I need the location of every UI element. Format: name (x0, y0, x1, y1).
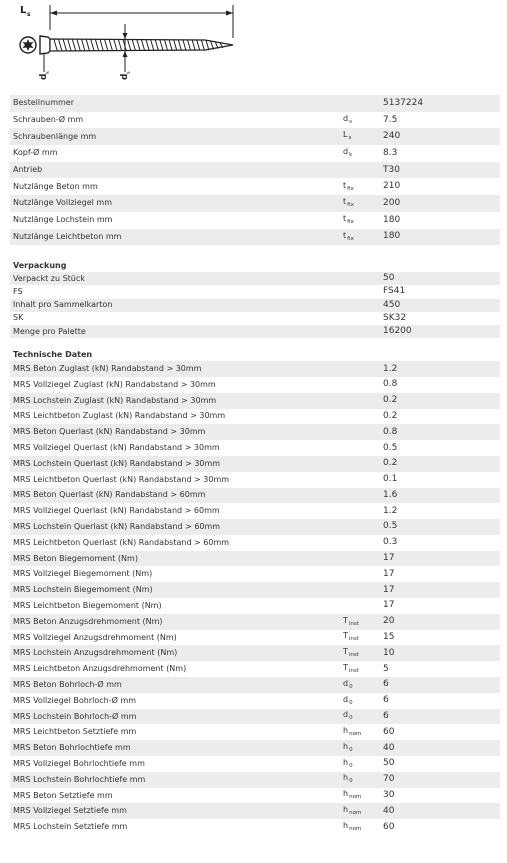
row-value: T30 (383, 164, 400, 175)
table-row (10, 709, 500, 725)
row-symbol (343, 759, 383, 770)
row-symbol (343, 198, 383, 209)
row-value: 20 (383, 616, 395, 627)
row-value: 0.2 (383, 410, 398, 421)
row-value: 0.5 (383, 442, 398, 453)
row-value: 0.8 (383, 379, 398, 390)
symbol-letter: t (343, 180, 347, 190)
row-label: MRS Lochstein Querlast (kN) Randabstand > 60mm (13, 522, 221, 531)
technical-section (10, 348, 500, 361)
row-label: MRS Lochstein Zuglast (kN) Randabstand > 30mm (13, 396, 217, 405)
row-value: 60 (383, 821, 395, 832)
table-row (10, 756, 500, 772)
symbol-letter: t (343, 230, 347, 240)
row-value: 17 (383, 568, 395, 579)
table-row (10, 229, 500, 246)
row-symbol (343, 215, 383, 226)
row-symbol (343, 232, 383, 243)
symbol-letter: h (343, 741, 349, 751)
row-symbol (343, 522, 383, 533)
table-row (10, 145, 500, 162)
row-label: Nutzlänge Leichtbeton mm (13, 232, 122, 241)
symbol-subscript: 0 (349, 699, 353, 706)
row-symbol (343, 664, 383, 675)
table-row (10, 95, 500, 112)
row-symbol (343, 648, 383, 659)
row-symbol (343, 601, 383, 612)
row-label: Nutzlänge Beton mm (13, 182, 98, 191)
symbol-subscript: inst (348, 620, 359, 627)
symbol-subscript: nom (349, 731, 362, 738)
head-diameter-label: d (39, 73, 49, 80)
row-symbol (343, 165, 383, 176)
row-symbol (343, 98, 383, 109)
row-symbol (343, 680, 383, 691)
table-row (10, 551, 500, 567)
row-value: 40 (383, 805, 395, 816)
table-row (10, 472, 500, 488)
row-value: 5137224 (383, 97, 424, 108)
row-label: MRS Leichtbeton Zuglast (kN) Randabstand > 30mm (13, 412, 226, 421)
table-row (10, 299, 500, 312)
row-value: 0.2 (383, 395, 398, 406)
row-value: 180 (383, 231, 401, 242)
symbol-subscript: inst (348, 636, 359, 643)
table-row (10, 598, 500, 614)
row-value: 10 (383, 647, 395, 658)
symbol-letter: t (343, 213, 347, 223)
row-value: 40 (383, 742, 395, 753)
row-symbol (343, 806, 383, 817)
row-label: Verpackt zu Stück (13, 274, 85, 283)
symbol-subscript: fix (347, 218, 354, 225)
table-row (10, 393, 500, 409)
row-label: MRS Vollziegel Anzugsdrehmoment (Nm) (13, 633, 177, 642)
packaging-section (10, 259, 500, 272)
row-value: 6 (383, 679, 389, 690)
table-row (10, 630, 500, 646)
symbol-letter: h (343, 773, 349, 783)
symbol-subscript: s (348, 135, 352, 142)
row-label: MRS Lochstein Bohrlochtiefe mm (13, 775, 146, 784)
row-label: MRS Vollziegel Querlast (kN) Randabstand > 30mm (13, 444, 220, 452)
symbol-letter: d (343, 147, 349, 157)
symbol-letter: h (343, 805, 349, 815)
row-value: SK32 (383, 312, 407, 323)
row-label: MRS Lochstein Setztiefe mm (13, 823, 128, 832)
row-symbol (343, 474, 383, 485)
table-row (10, 272, 500, 285)
row-symbol (343, 538, 383, 549)
row-value: 1.6 (383, 489, 398, 500)
row-label: Schraubenlänge mm (13, 132, 97, 141)
table-row (10, 693, 500, 709)
table-row (10, 724, 500, 740)
row-label: MRS Leichtbeton Anzugsdrehmoment (Nm) (13, 665, 187, 674)
row-value: 30 (383, 790, 395, 801)
table-row (10, 424, 500, 440)
specs-table (10, 95, 500, 245)
row-label: Kopf-Ø mm (13, 149, 58, 158)
row-symbol (343, 727, 383, 738)
row-label: MRS Lochstein Anzugsdrehmoment (Nm) (13, 649, 178, 658)
row-label: MRS Leichtbeton Querlast (kN) Randabstand > 60mm (13, 538, 230, 547)
row-label: Schrauben-Ø mm (13, 116, 84, 125)
symbol-subscript: fix (347, 202, 354, 209)
row-value: 6 (383, 711, 389, 722)
shank-diameter-sub-label: s (126, 71, 132, 74)
row-label: MRS Lochstein Querlast (kN) Randabstand > 30mm (13, 459, 221, 468)
table-row (10, 377, 500, 393)
table-row (10, 661, 500, 677)
row-value: FS41 (383, 286, 406, 297)
symbol-subscript: nom (349, 810, 362, 817)
head-diameter-sub-label: k (45, 71, 51, 74)
row-value: 240 (383, 131, 401, 142)
row-label: FS (13, 287, 23, 296)
row-value: 0.5 (383, 521, 398, 532)
symbol-letter: d (343, 113, 349, 123)
row-label: MRS Leichtbeton Setztiefe mm (13, 728, 137, 737)
row-value: 6 (383, 695, 389, 706)
row-label: MRS Vollziegel Querlast (kN) Randabstand > 60mm (13, 507, 220, 516)
row-label: MRS Beton Querlast (kN) Randabstand > 30mm (13, 428, 206, 437)
packaging-heading: Verpackung (13, 261, 67, 271)
table-row (10, 503, 500, 519)
row-value: 0.3 (383, 537, 398, 548)
row-label: MRS Lochstein Bohrloch-Ø mm (13, 712, 137, 721)
row-value: 0.1 (383, 474, 398, 485)
row-symbol (343, 617, 383, 628)
table-row (10, 325, 500, 338)
row-value: 8.3 (383, 147, 398, 158)
row-label: MRS Beton Biegemoment (Nm) (13, 554, 138, 563)
row-symbol (343, 569, 383, 580)
row-label: Bestellnummer (13, 99, 75, 108)
table-row (10, 312, 500, 325)
symbol-subscript: inst (348, 667, 359, 674)
symbol-letter: T (343, 615, 348, 625)
symbol-subscript: 0 (349, 683, 353, 690)
table-row (10, 285, 500, 298)
row-symbol (343, 411, 383, 422)
symbol-letter: h (343, 726, 349, 736)
table-row (10, 772, 500, 788)
symbol-letter: L (343, 130, 348, 140)
row-value: 0.8 (383, 426, 398, 437)
symbol-letter: h (343, 820, 349, 830)
row-symbol (343, 490, 383, 501)
row-label: MRS Vollziegel Zuglast (kN) Randabstand > 30mm (13, 380, 216, 389)
length-label: L (20, 5, 27, 16)
row-label: MRS Leichtbeton Querlast (kN) Randabstand > 30mm (13, 475, 230, 484)
row-symbol (343, 506, 383, 517)
row-value: 0.2 (383, 458, 398, 469)
row-label: MRS Vollziegel Bohrloch-Ø mm (13, 696, 137, 705)
row-symbol (343, 364, 383, 375)
table-row (10, 212, 500, 229)
row-label: MRS Vollziegel Setztiefe mm (13, 807, 127, 816)
torx-drive-icon (20, 37, 36, 53)
row-label: Inhalt pro Sammelkarton (13, 301, 113, 310)
symbol-subscript: 0 (349, 715, 353, 722)
table-row (10, 162, 500, 179)
table-row (10, 614, 500, 630)
symbol-letter: d (343, 710, 349, 720)
shank-diameter-label: d (120, 73, 130, 80)
row-label: MRS Beton Zuglast (kN) Randabstand > 30mm (13, 365, 202, 374)
symbol-subscript: 0 (349, 778, 353, 785)
table-row (10, 740, 500, 756)
symbol-letter: T (343, 647, 348, 657)
row-symbol (343, 585, 383, 596)
symbol-letter: h (343, 757, 349, 767)
row-symbol (343, 182, 383, 193)
symbol-letter: d (343, 678, 349, 688)
table-row (10, 409, 500, 425)
row-label: MRS Beton Anzugsdrehmoment (Nm) (13, 617, 163, 626)
symbol-subscript: 0 (349, 762, 353, 769)
symbol-subscript: fix (347, 185, 354, 192)
row-value: 450 (383, 299, 401, 310)
row-label: MRS Vollziegel Biegemoment (Nm) (13, 570, 153, 579)
row-symbol (343, 774, 383, 785)
row-symbol (343, 696, 383, 707)
table-row (10, 566, 500, 582)
row-value: 15 (383, 632, 395, 643)
row-value: 50 (383, 758, 395, 769)
row-label: MRS Beton Setztiefe mm (13, 791, 113, 800)
table-row (10, 361, 500, 377)
row-label: Menge pro Palette (13, 327, 86, 336)
row-label: MRS Leichtbeton Biegemoment (Nm) (13, 601, 162, 610)
row-symbol (343, 553, 383, 564)
row-value: 17 (383, 584, 395, 595)
table-row (10, 112, 500, 129)
table-row (10, 535, 500, 551)
row-value: 1.2 (383, 363, 398, 374)
symbol-subscript: 0 (349, 746, 353, 753)
row-label: MRS Vollziegel Bohrlochtiefe mm (13, 759, 145, 768)
row-value: 17 (383, 600, 395, 611)
symbol-subscript: s (349, 118, 352, 125)
symbol-letter: h (343, 789, 349, 799)
row-symbol (343, 148, 383, 159)
row-symbol (343, 459, 383, 470)
row-symbol (343, 711, 383, 722)
row-value: 180 (383, 214, 401, 225)
technical-heading: Technische Daten (13, 350, 93, 360)
table-row (10, 178, 500, 195)
packaging-table (10, 272, 500, 338)
table-row (10, 128, 500, 145)
table-row (10, 456, 500, 472)
screw-icon (0, 0, 507, 95)
row-label: MRS Beton Bohrloch-Ø mm (13, 680, 122, 689)
row-label: Nutzlänge Vollziegel mm (13, 199, 113, 208)
symbol-letter: T (343, 631, 348, 641)
symbol-subscript: inst (348, 652, 359, 659)
table-row (10, 582, 500, 598)
row-symbol (343, 790, 383, 801)
table-row (10, 440, 500, 456)
table-row (10, 677, 500, 693)
row-label: SK (13, 314, 24, 323)
row-value: 70 (383, 774, 395, 785)
row-label: Antrieb (13, 166, 43, 175)
row-symbol (343, 443, 383, 454)
table-row (10, 488, 500, 504)
technical-table (10, 361, 500, 835)
table-row (10, 195, 500, 212)
row-symbol (343, 427, 383, 438)
row-symbol (343, 115, 383, 126)
row-symbol (343, 632, 383, 643)
table-row (10, 645, 500, 661)
row-value: 50 (383, 273, 395, 284)
row-value: 7.5 (383, 114, 398, 125)
row-symbol (343, 395, 383, 406)
row-label: MRS Lochstein Biegemoment (Nm) (13, 586, 153, 595)
symbol-subscript: fix (347, 235, 354, 242)
row-symbol (343, 822, 383, 833)
row-symbol (343, 131, 383, 142)
length-sub-label: s (27, 11, 31, 18)
symbol-subscript: nom (349, 794, 362, 801)
row-label: MRS Beton Bohrlochtiefe mm (13, 744, 131, 753)
row-symbol (343, 380, 383, 391)
row-label: MRS Beton Querlast (kN) Randabstand > 60mm (13, 491, 206, 500)
row-value: 60 (383, 726, 395, 737)
symbol-subscript: k (349, 152, 353, 159)
row-value: 1.2 (383, 505, 398, 516)
row-label: Nutzlänge Lochstein mm (13, 216, 113, 225)
row-value: 210 (383, 181, 401, 192)
symbol-subscript: nom (349, 825, 362, 832)
table-row (10, 803, 500, 819)
row-value: 17 (383, 553, 395, 564)
table-row (10, 519, 500, 535)
row-value: 200 (383, 197, 401, 208)
row-value: 16200 (383, 326, 412, 337)
row-symbol (343, 743, 383, 754)
symbol-letter: d (343, 694, 349, 704)
table-row (10, 788, 500, 804)
product-datasheet (0, 95, 507, 835)
table-row (10, 819, 500, 835)
symbol-letter: t (343, 197, 347, 207)
symbol-letter: T (343, 662, 348, 672)
row-value: 5 (383, 663, 389, 674)
screw-drawing (0, 0, 507, 95)
